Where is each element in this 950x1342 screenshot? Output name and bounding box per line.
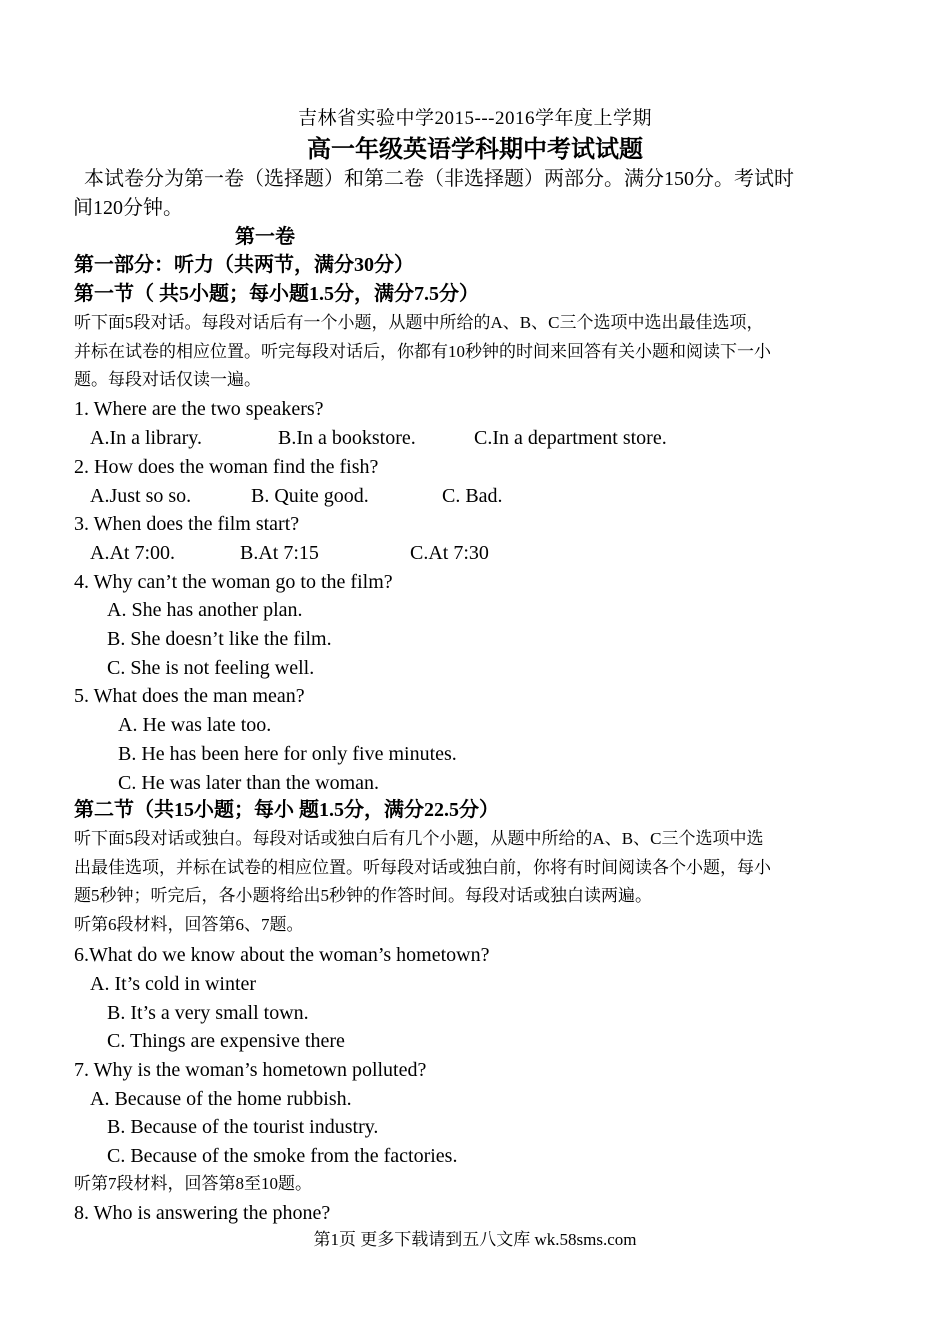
question-5-option-b: B. He has been here for only five minutes.	[118, 743, 457, 765]
school-line: 吉林省实验中学2015---2016学年度上学期	[298, 108, 652, 129]
question-1: 1. Where are the two speakers?	[74, 398, 324, 420]
question-6-option-b: B. It’s a very small town.	[107, 1002, 309, 1024]
material-7-note: 听第7段材料，回答第8至10题。	[74, 1174, 312, 1193]
section1-instructions-3: 题。每段对话仅读一遍。	[74, 370, 261, 389]
section1-instructions-2: 并标在试卷的相应位置。听完每段对话后，你都有10秒钟的时间来回答有关小题和阅读下一小	[74, 342, 771, 361]
part1-heading: 第一部分：听力（共两节，满分30分）	[74, 254, 414, 276]
question-3-option-a: A.At 7:00.	[90, 542, 175, 564]
question-2-option-a: A.Just so so.	[90, 485, 192, 507]
intro-line-2: 间120分钟。	[73, 197, 183, 219]
question-3-option-b: B.At 7:15	[240, 542, 319, 564]
section2-instructions-2: 出最佳选项，并标在试卷的相应位置。听每段对话或独白前，你将有时间阅读各个小题，每小	[74, 858, 771, 877]
question-4: 4. Why can’t the woman go to the film?	[74, 571, 393, 593]
question-1-option-c: C.In a department store.	[474, 427, 667, 449]
question-7-option-c: C. Because of the smoke from the factories.	[107, 1145, 458, 1167]
question-8: 8. Who is answering the phone?	[74, 1202, 331, 1224]
page-title: 高一年级英语学科期中考试试题	[307, 137, 643, 163]
question-4-option-b: B. She doesn’t like the film.	[107, 628, 332, 650]
question-3: 3. When does the film start?	[74, 513, 300, 535]
question-1-option-b: B.In a bookstore.	[278, 427, 416, 449]
question-6-option-a: A. It’s cold in winter	[90, 973, 257, 995]
question-7: 7. Why is the woman’s hometown polluted?	[74, 1059, 427, 1081]
question-5-option-a: A. He was late too.	[118, 714, 272, 736]
section1-heading: 第一节（ 共5小题；每小题1.5分，满分7.5分）	[74, 283, 479, 305]
material-6-note: 听第6段材料，回答第6、7题。	[74, 915, 304, 934]
question-3-option-c: C.At 7:30	[410, 542, 489, 564]
question-1-option-a: A.In a library.	[90, 427, 202, 449]
question-7-option-b: B. Because of the tourist industry.	[107, 1116, 379, 1138]
question-2-option-b: B. Quite good.	[251, 485, 369, 507]
volume-heading: 第一卷	[235, 226, 295, 248]
section2-instructions-1: 听下面5段对话或独白。每段对话或独白后有几个小题，从题中所给的A、B、C三个选项中选	[74, 829, 764, 848]
question-5-option-c: C. He was later than the woman.	[118, 772, 380, 794]
question-4-option-c: C. She is not feeling well.	[107, 657, 315, 679]
page-footer: 第1页 更多下载请到五八文库 wk.58sms.com	[313, 1230, 637, 1249]
question-4-option-a: A. She has another plan.	[107, 599, 303, 621]
question-6-option-c: C. Things are expensive there	[107, 1030, 345, 1052]
question-6: 6.What do we know about the woman’s hometown?	[74, 944, 490, 966]
question-2: 2. How does the woman find the fish?	[74, 456, 379, 478]
section2-instructions-3: 题5秒钟；听完后，各小题将给出5秒钟的作答时间。每段对话或独白读两遍。	[74, 886, 652, 905]
question-2-option-c: C. Bad.	[442, 485, 503, 507]
question-5: 5. What does the man mean?	[74, 685, 305, 707]
question-7-option-a: A. Because of the home rubbish.	[90, 1088, 352, 1110]
section2-heading: 第二节（共15小题；每小 题1.5分，满分22.5分）	[74, 799, 499, 821]
section1-instructions-1: 听下面5段对话。每段对话后有一个小题，从题中所给的A、B、C三个选项中选出最佳选项，	[74, 313, 764, 332]
intro-line-1: 本试卷分为第一卷（选择题）和第二卷（非选择题）两部分。满分150分。考试时	[84, 168, 794, 190]
